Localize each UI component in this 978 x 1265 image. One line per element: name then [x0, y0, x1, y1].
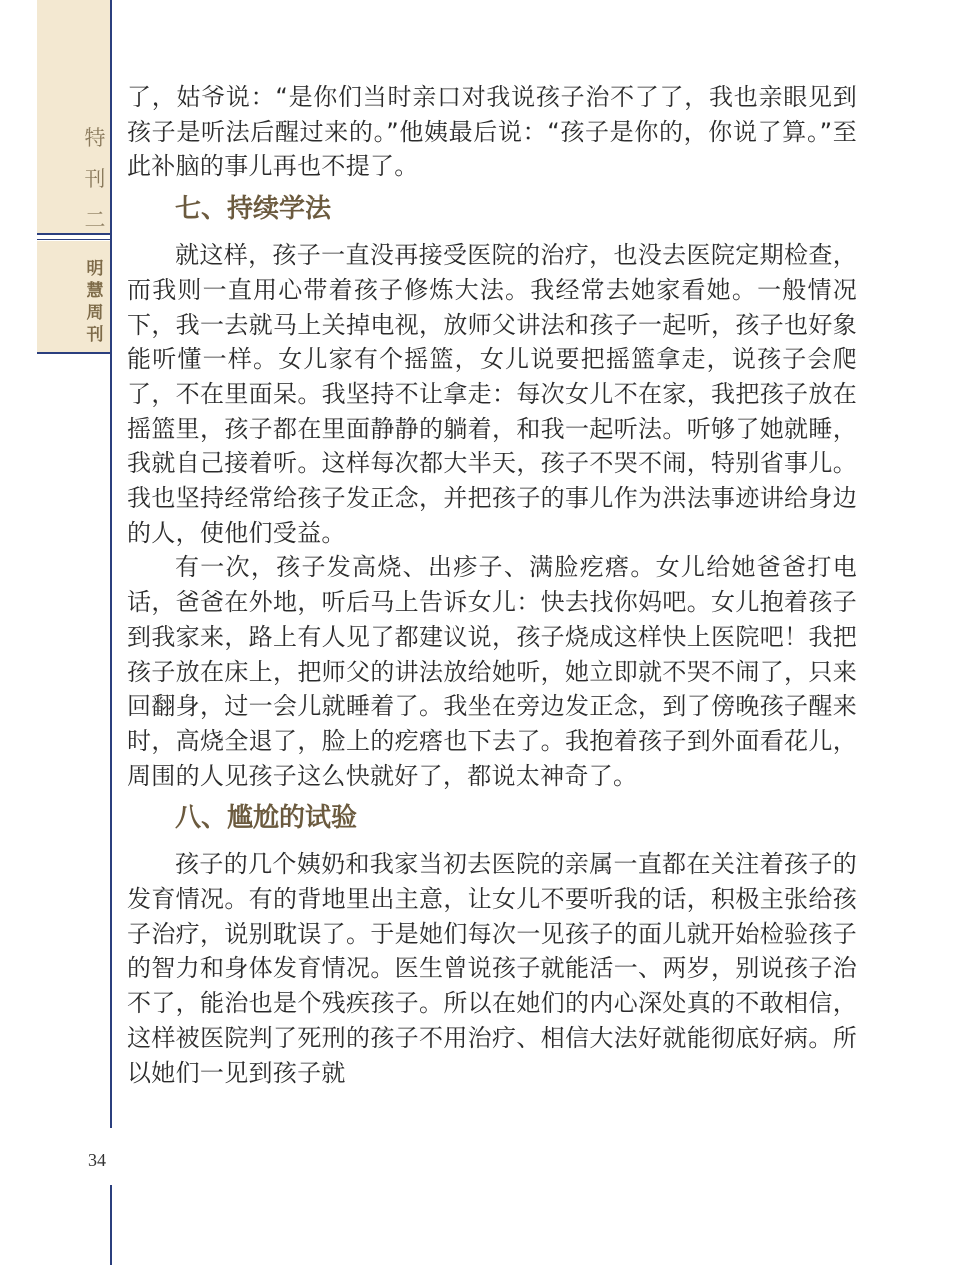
section-heading: 八、尴尬的试验: [175, 803, 358, 834]
page-number: 34: [88, 1150, 106, 1170]
sidebar-brand: [80, 258, 110, 346]
sidebar-brand-char: 明: [86, 259, 104, 279]
margin-rule: [110, 0, 112, 1265]
sidebar-brand-char: 周: [86, 303, 104, 323]
sidebar-issue-title: [80, 122, 110, 245]
sidebar-title-char: 特: [84, 126, 106, 150]
article-body: [127, 80, 857, 1090]
margin-rule-gap: [108, 1128, 114, 1185]
paragraph: 孩子的几个姨奶和我家当初去医院的亲属一直都在关注着孩子的发育情况。有的背地里出主意，让女儿不要听我的话，积极主张给孩子治疗，说别耽误了。于是她们每次一见孩子的面儿就开始检验孩子的智力和身体发育情况。医生曾说孩子就能活一、两岁，别说孩子治不了，能治也是个残疾孩子。所以在她们的内心深处真的不敢相信，这样被医院判了死刑的孩子不用治疗、相信大法好就能彻底好病。所以她们一见到孩子就: [127, 850, 857, 1087]
sidebar-brand-char: 慧: [86, 281, 104, 301]
paragraph: 了，姑爷说：“是你们当时亲口对我说孩子治不了了，我也亲眼见到孩子是听法后醒过来的。”他姨最后说：“孩子是你的，你说了算。”至此补脑的事儿再也不提了。: [127, 83, 857, 181]
sidebar-title-char: 二: [84, 208, 106, 232]
sidebar-title-char: 刊: [84, 167, 106, 191]
sidebar-brand-char: 刊: [86, 325, 104, 345]
paragraph: 有一次，孩子发高烧、出疹子、满脸疙瘩。女儿给她爸爸打电话，爸爸在外地，听后马上告诉女儿：快去找你妈吧。女儿抱着孩子到我家来，路上有人见了都建议说，孩子烧成这样快上医院吧！我把孩子放在床上，把师父的讲法放给她听，她立即就不哭不闹了，只来回翻身，过一会儿就睡着了。我坐在旁边发正念，到了傍晚孩子醒来时，高烧全退了，脸上的疙瘩也下去了。我抱着孩子到外面看花儿，周围的人见孩子这么快就好了，都说太神奇了。: [127, 553, 857, 790]
section-heading: 七、持续学法: [175, 194, 332, 225]
paragraph: 就这样，孩子一直没再接受医院的治疗，也没去医院定期检查，而我则一直用心带着孩子修炼大法。我经常去她家看她。一般情况下，我一去就马上关掉电视，放师父讲法和孩子一起听，孩子也好象能听懂一样。女儿家有个摇篮，女儿说要把摇篮拿走，说孩子会爬了，不在里面呆。我坚持不让拿走：每次女儿不在家，我把孩子放在摇篮里，孩子都在里面静静的躺着，和我一起听法。听够了她就睡，我就自己接着听。这样每次都大半天，孩子不哭不闹，特别省事儿。我也坚持经常给孩子发正念，并把孩子的事儿作为洪法事迹讲给身边的人，使他们受益。: [127, 241, 857, 547]
